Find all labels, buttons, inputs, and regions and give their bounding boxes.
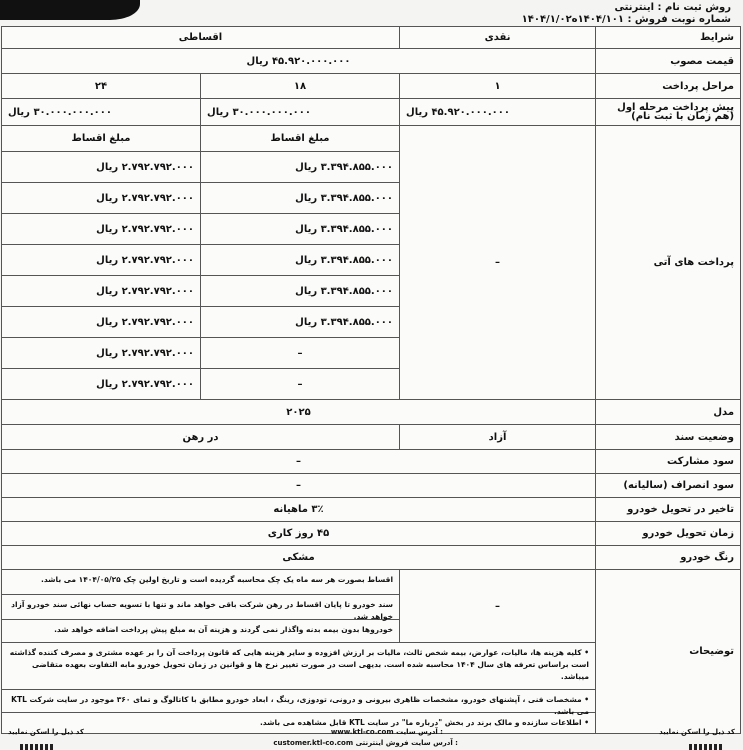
stage-18: ۱۸ — [201, 74, 400, 99]
inst-18-cell: ۳.۳۹۴.۸۵۵.۰۰۰ ریال — [201, 276, 400, 307]
note-installment-2: سند خودرو تا پایان اقساط در رهن شرکت باقی خواهد ماند و تنها با تسویه حساب نهائی سند خودرو آزاد خواهد شد. — [2, 595, 399, 620]
prepay-cash: ۴۵.۹۲۰.۰۰۰.۰۰۰ ریال — [400, 99, 596, 126]
inst-24-cell: ۲.۷۹۲.۷۹۲.۰۰۰ ریال — [2, 276, 201, 307]
footer-sales-url[interactable]: customer.ktl-co.com — [273, 739, 354, 747]
footer-scan-right: کد ذیل را اسکن نمایید — [659, 728, 735, 736]
row-delivery — [2, 522, 741, 546]
row-price — [2, 49, 741, 74]
note-installment-1: اقساط بصورت هر سه ماه یک چک محاسبه گردیده است و تاریخ اولین چک ۱۴۰۴/۰۵/۲۵ می باشد. — [2, 570, 399, 595]
withdraw-value: – — [2, 474, 596, 498]
inst-24-cell: ۲.۷۹۲.۷۹۲.۰۰۰ ریال — [2, 183, 201, 214]
color-value: مشکی — [2, 546, 596, 570]
label-terms: شرایط — [596, 27, 741, 49]
footer-site — [331, 728, 443, 736]
prepay-main-label: مرحله اول — [617, 102, 669, 113]
doc-installment: در رهن — [2, 425, 400, 450]
notes-cash: – — [400, 570, 596, 643]
note-general-1-text: کلیه هزینه ها، مالیات، عوارض، بیمه شخص ثالث، مالیات بر ارزش افزوده و سایر هزینه هایی که قانون پرداخت آن را بر عهده مشتری و مصرف کننده گذاشته است براساس تعرفه های سال ۱۴۰۴ محاسبه شده است. بدیهی است در صورت تغییر نرخ ها و قوانین در زمان تحویل خودرو مابه التفاوت بعهده متقاضی میباشد. — [9, 648, 590, 681]
inst-18-cell: ۳.۳۹۴.۸۵۵.۰۰۰ ریال — [201, 214, 400, 245]
inst-18-cell: ۳.۳۹۴.۸۵۵.۰۰۰ ریال — [201, 183, 400, 214]
stage-24: ۲۴ — [2, 74, 201, 99]
qr-code-left[interactable] — [20, 744, 54, 750]
inst-18-cell: ۳.۳۹۴.۸۵۵.۰۰۰ ریال — [201, 245, 400, 276]
label-future: پرداخت های آتی — [596, 126, 741, 400]
row-model — [2, 400, 741, 425]
col-installment: اقساطی — [2, 27, 400, 49]
footer-site-url[interactable]: www.ktl-co.com — [330, 728, 394, 736]
footer-scan-left: کد ذیل را اسکن نمایید — [8, 728, 84, 736]
label-delay: تاخیر در تحویل خودرو — [596, 498, 741, 522]
delivery-value: ۴۵ روز کاری — [2, 522, 596, 546]
label-notes: توضیحات — [596, 570, 741, 734]
row-partnership — [2, 450, 741, 474]
notes-general-cell — [2, 643, 596, 734]
prepay-24: ۳۰.۰۰۰.۰۰۰.۰۰۰ ریال — [2, 99, 201, 126]
note-general-2-text: مشخصات فنی ، آپشنهای خودرو، مشخصات ظاهری بیرونی و درونی، تودوزی، رینگ ، ابعاد خودرو مطابق با کاتالوگ و تمای ۳۶۰ موجود در سایت شرکت KTL می باشد. — [11, 695, 590, 716]
row-stages — [2, 74, 741, 99]
row-color — [2, 546, 741, 570]
note-installment-3: خودروها بدون بیمه بدنه واگذار نمی گردند و هزینه آن به مبلغ پیش پرداخت اضافه خواهد شد. — [54, 625, 394, 634]
car-image-fragment — [0, 0, 140, 20]
prepay-sub-label: (هم زمان با ثبت نام) — [631, 111, 735, 122]
inst-24-cell: ۲.۷۹۲.۷۹۲.۰۰۰ ریال — [2, 214, 201, 245]
model-value: ۲۰۲۵ — [2, 400, 596, 425]
note-general-1: • کلیه هزینه ها، مالیات، عوارض، بیمه شخص ثالث، مالیات بر ارزش افزوده و سایر هزینه هایی که قانون پرداخت آن را بر عهده مشتری و مصرف کننده گذاشته است براساس تعرفه های سال ۱۴۰۴ محاسبه شده است. بدیهی است در صورت تغییر نرخ ها و قوانین در زمان تحویل خودرو مابه التفاوت بعهده متقاضی میباشد. — [2, 643, 595, 690]
inst-header-18: مبلغ اقساط — [201, 126, 400, 152]
label-stages: مراحل پرداخت — [596, 74, 741, 99]
inst-header-24: مبلغ اقساط — [2, 126, 201, 152]
inst-24-cell: ۲.۷۹۲.۷۹۲.۰۰۰ ریال — [2, 338, 201, 369]
label-partnership: سود مشارکت — [596, 450, 741, 474]
row-doc-status — [2, 425, 741, 450]
label-model: مدل — [596, 400, 741, 425]
notes-installment-cell — [2, 570, 400, 643]
stage-cash: ۱ — [400, 74, 596, 99]
registration-method: روش ثبت نام : اینترنتی — [614, 2, 731, 13]
inst-24-cell: ۲.۷۹۲.۷۹۲.۰۰۰ ریال — [2, 245, 201, 276]
inst-24-cell: ۲.۷۹۲.۷۹۲.۰۰۰ ریال — [2, 369, 201, 400]
sale-code: شماره نوبت فروش : ۱۴۰۴/۱۰۱ه۱۴۰۴/۱/۰۲ — [521, 14, 731, 25]
prepay-18: ۳۰.۰۰۰.۰۰۰.۰۰۰ ریال — [201, 99, 400, 126]
inst-24-cell: ۲.۷۹۲.۷۹۲.۰۰۰ ریال — [2, 307, 201, 338]
prepay-side-label: پیش پرداخت — [672, 102, 735, 113]
inst-18-cell: ۳.۳۹۴.۸۵۵.۰۰۰ ریال — [201, 152, 400, 183]
footer-sales-label: آدرس سایت فروش اینترنتی : — [355, 739, 458, 747]
delay-value: ۳٪ ماهیانه — [2, 498, 596, 522]
label-doc-status: وضعیت سند — [596, 425, 741, 450]
footer-site-label: آدرس سایت : — [396, 728, 443, 736]
row-withdraw — [2, 474, 741, 498]
price-value: ۴۵.۹۲۰.۰۰۰.۰۰۰ ریال — [2, 49, 596, 74]
row-delay — [2, 498, 741, 522]
inst-18-cell: ۳.۳۹۴.۸۵۵.۰۰۰ ریال — [201, 307, 400, 338]
inst-24-cell: ۲.۷۹۲.۷۹۲.۰۰۰ ریال — [2, 152, 201, 183]
label-delivery: زمان تحویل خودرو — [596, 522, 741, 546]
note-general-3: • اطلاعات سازنده و مالک برند در بخش "درباره ما" در سایت KTL قابل مشاهده می باشد. — [259, 718, 590, 727]
row-prepay — [2, 99, 741, 126]
future-cash: – — [400, 126, 596, 400]
note-general-3-text: اطلاعات سازنده و مالک برند در بخش "درباره ما" در سایت KTL قابل مشاهده می باشد. — [259, 718, 582, 727]
label-withdraw: سود انصراف (سالیانه) — [596, 474, 741, 498]
col-cash: نقدی — [400, 27, 596, 49]
qr-code-right[interactable] — [689, 744, 723, 750]
label-prepay — [596, 99, 741, 126]
row-terms — [2, 27, 741, 49]
partnership-value: – — [2, 450, 596, 474]
label-color: رنگ خودرو — [596, 546, 741, 570]
conditions-table — [1, 26, 741, 734]
inst-18-cell: – — [201, 369, 400, 400]
inst-18-cell: – — [201, 338, 400, 369]
doc-cash: آزاد — [400, 425, 596, 450]
note-general-2: • مشخصات فنی ، آپشنهای خودرو، مشخصات ظاهری بیرونی و درونی، تودوزی، رینگ ، ابعاد خودرو مطابق با کاتالوگ و تمای ۳۶۰ موجود در سایت شرکت KTL می باشد. — [2, 690, 595, 713]
row-installment-headers — [2, 126, 741, 152]
label-price: قیمت مصوب — [596, 49, 741, 74]
row-notes-installment — [2, 570, 741, 643]
footer-sales — [273, 739, 458, 747]
